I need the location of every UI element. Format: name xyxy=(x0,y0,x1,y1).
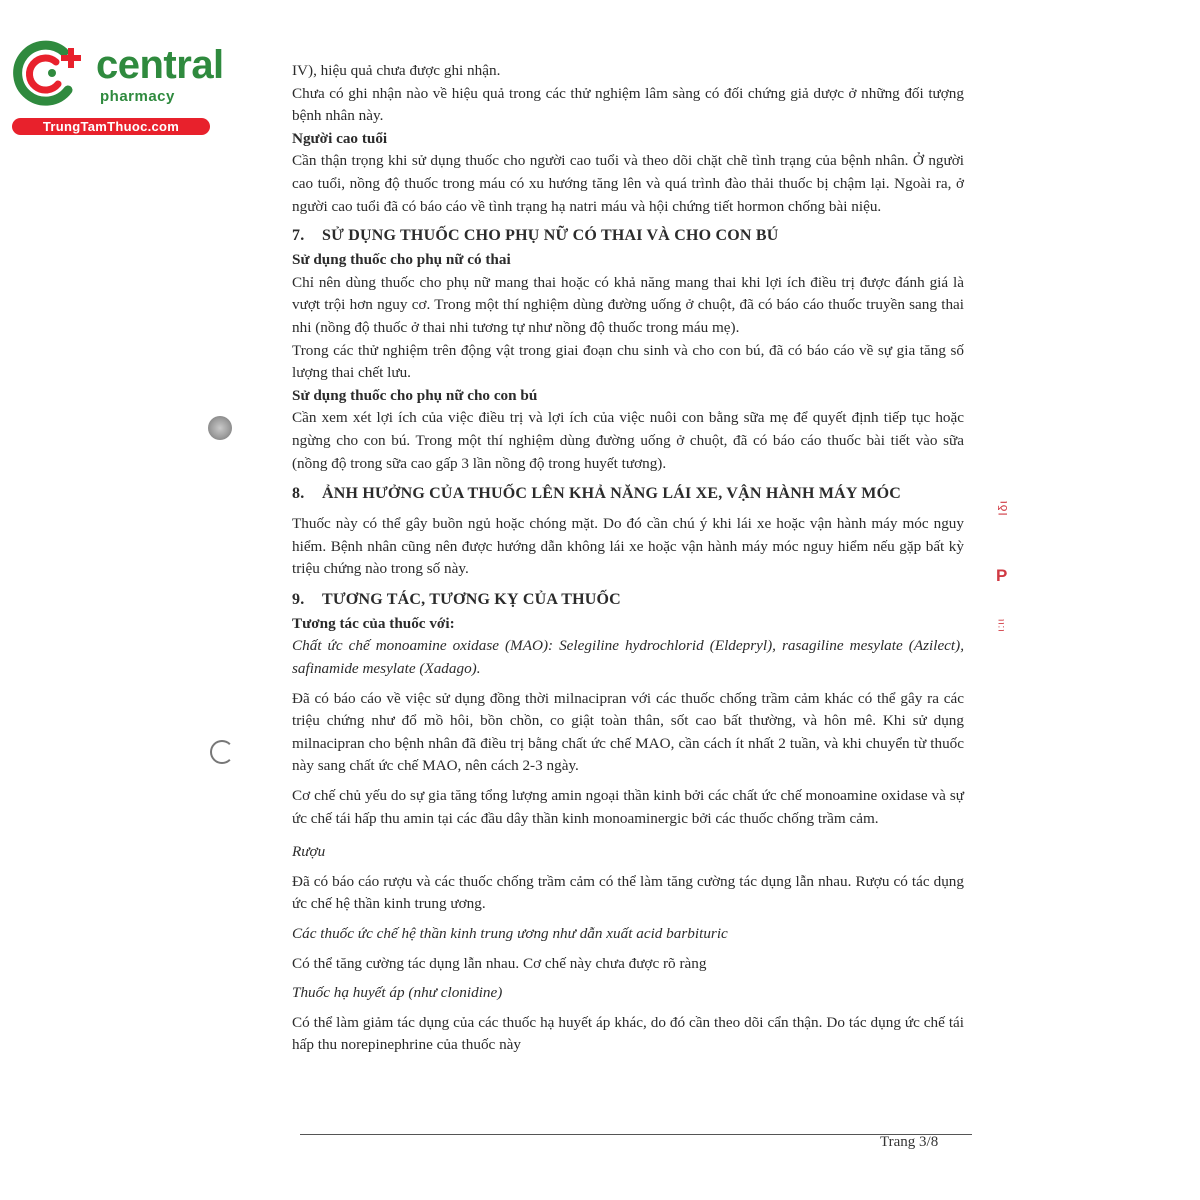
section-heading-7 xyxy=(292,224,964,248)
section-heading-8 xyxy=(292,482,964,506)
paragraph: Chưa có ghi nhận nào về hiệu quả trong các thử nghiệm lâm sàng có đối chứng giả dược ở những đối tượng bệnh nhân này. xyxy=(292,84,964,125)
footer-rule xyxy=(300,1134,972,1135)
subheading-mao: Chất ức chế monoamine oxidase (MAO): Selegiline hydrochlorid (Eldepryl), rasagiline mesylate (Azilect), safinamide mesylate (Xadago). xyxy=(292,637,964,678)
section-title: TƯƠNG TÁC, TƯƠNG KỴ CỦA THUỐC xyxy=(322,590,621,608)
paragraph: Cần thận trọng khi sử dụng thuốc cho người cao tuổi và theo dõi chặt chẽ tình trạng của bệnh nhân. Ở người cao tuổi, nồng độ thuốc trong máu có xu hướng tăng lên và quá trình đào thải thuốc bị chậm lại. Ngoài ra, ở người cao tuổi đã có báo cáo về tình trạng hạ natri máu và hội chứng tiết hormon chống bài niệu. xyxy=(292,152,964,215)
logo-sub: pharmacy xyxy=(100,88,175,105)
stamp-mark: Ιδι xyxy=(996,500,1010,516)
subheading-interactions: Tương tác của thuốc với: xyxy=(292,614,455,632)
subheading-lactation: Sử dụng thuốc cho phụ nữ cho con bú xyxy=(292,386,538,404)
subheading-cns: Các thuốc ức chế hệ thần kinh trung ương như dẫn xuất acid barbituric xyxy=(292,925,728,942)
subheading-pregnancy: Sử dụng thuốc cho phụ nữ có thai xyxy=(292,251,511,269)
section-number: 9. xyxy=(292,590,305,608)
section-title: ẢNH HƯỞNG CỦA THUỐC LÊN KHẢ NĂNG LÁI XE, VẬN HÀNH MÁY MÓC xyxy=(322,485,901,503)
stamp-mark: ι:ιι xyxy=(996,618,1007,632)
stamp-mark: P xyxy=(996,566,1008,585)
page-number: Trang 3/8 xyxy=(880,1134,939,1150)
section-number: 8. xyxy=(292,485,305,503)
section-title: SỬ DỤNG THUỐC CHO PHỤ NỮ CÓ THAI VÀ CHO CON BÚ xyxy=(322,227,779,245)
paragraph: Đã có báo cáo rượu và các thuốc chống trầm cảm có thể làm tăng cường tác dụng lẫn nhau. Rượu có tác dụng ức chế hệ thần kinh trung ương. xyxy=(292,872,964,913)
paragraph: Cơ chế chủ yếu do sự gia tăng tổng lượng amin ngoại thần kinh bởi các chất ức chế monoamine oxidase và sự ức chế tái hấp thu amin tại các đầu dây thần kinh monoaminergic bởi các thuốc chống trầm cảm. xyxy=(292,787,964,827)
logo-site[interactable]: TrungTamThuoc.com xyxy=(12,118,210,135)
paragraph: Đã có báo cáo về việc sử dụng đồng thời milnacipran với các thuốc chống trầm cảm khác có thể gây ra các triệu chứng như đổ mồ hôi, bồn chồn, co giật toàn thân, sốt cao bất thường, và hôn mê. Khi sử dụng milnacipran cho bệnh nhân đã điều trị bằng chất ức chế MAO, cần cách ít nhất 2 tuần, và khi chuyển từ thuốc này sang chất ức chế MAO, nên cách 2-3 ngày. xyxy=(292,689,964,775)
pharmacy-logo-icon xyxy=(12,40,88,106)
subheading-elderly: Người cao tuổi xyxy=(292,129,388,147)
section-number: 7. xyxy=(292,227,305,245)
paragraph: Có thể làm giảm tác dụng của các thuốc hạ huyết áp khác, do đó cần theo dõi cẩn thận. Do tác dụng ức chế tái hấp thu norepinephrine của thuốc này xyxy=(292,1013,964,1054)
paragraph: Thuốc này có thể gây buồn ngủ hoặc chóng mặt. Do đó cần chú ý khi lái xe hoặc vận hành máy móc nguy hiểm. Bệnh nhân cũng nên được hướng dẫn không lái xe hoặc vận hành máy móc nguy hiểm nếu gặp bất kỳ triệu chứng nào trong số này. xyxy=(292,515,964,578)
subheading-antihypertensive: Thuốc hạ huyết áp (như clonidine) xyxy=(292,984,503,1002)
paragraph: Chỉ nên dùng thuốc cho phụ nữ mang thai hoặc có khả năng mang thai khi lợi ích điều trị được đánh giá là vượt trội hơn nguy cơ. Trong một thí nghiệm dùng đường uống ở chuột, đã có báo cáo thuốc truyền sang thai nhi (nồng độ thuốc ở thai nhi tương tự như nồng độ thuốc trong máu mẹ). xyxy=(292,273,964,336)
pharmacy-logo xyxy=(10,38,224,138)
paragraph: IV), hiệu quả chưa được ghi nhận. xyxy=(292,62,501,79)
logo-brand: central xyxy=(96,43,224,87)
paragraph: Cần xem xét lợi ích của việc điều trị và lợi ích của việc nuôi con bằng sữa mẹ để quyết định tiếp tục hoặc ngừng cho con bú. Trong một thí nghiệm dùng đường uống ở chuột, đã có báo cáo thuốc bài tiết vào sữa (nồng độ trong sữa cao gấp 3 lần nồng độ trong huyết tương). xyxy=(292,409,964,472)
paragraph: Trong các thử nghiệm trên động vật trong giai đoạn chu sinh và cho con bú, đã có báo cáo về sự gia tăng số lượng thai chết lưu. xyxy=(292,341,964,382)
document-page xyxy=(292,60,964,1057)
binder-hole xyxy=(210,740,234,764)
paragraph: Có thể tăng cường tác dụng lẫn nhau. Cơ chế này chưa được rõ ràng xyxy=(292,954,707,972)
binder-hole xyxy=(208,416,232,440)
section-heading-9 xyxy=(292,588,964,612)
subheading-alcohol: Rượu xyxy=(292,843,326,861)
